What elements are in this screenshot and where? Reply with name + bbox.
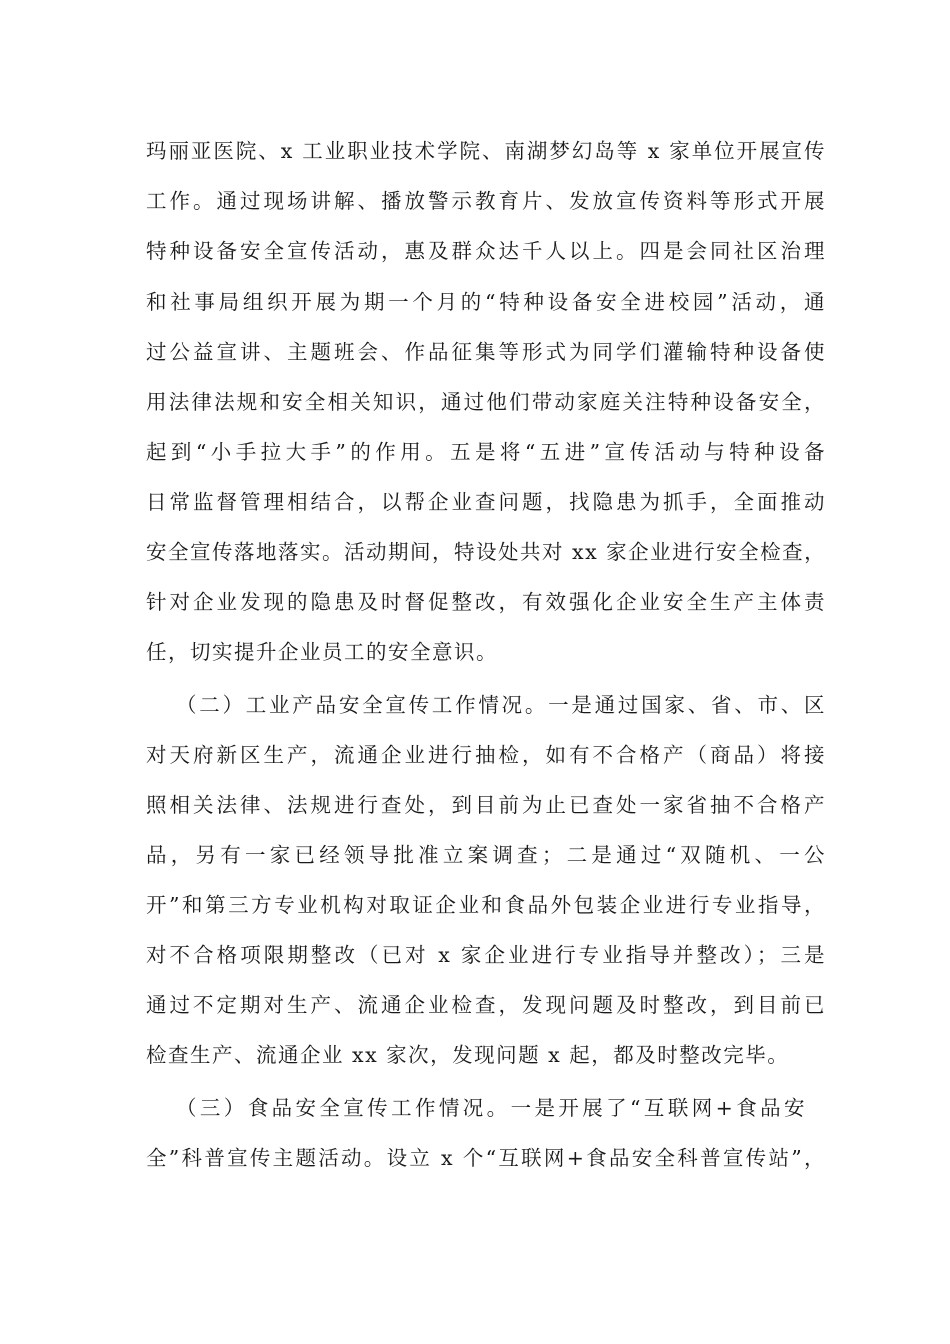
body-text-line: 安全宣传落地落实。活动期间，特设处共对 xx 家企业进行安全检查，	[146, 540, 827, 564]
body-text-line: 任，切实提升企业员工的安全意识。	[146, 640, 498, 664]
section-heading-line: （三）食品安全宣传工作情况。一是开展了“互联网+食品安	[176, 1096, 806, 1120]
body-text-line: 起到“小手拉大手”的作用。五是将“五进”宣传活动与特种设备	[146, 440, 826, 464]
body-text-line: 检查生产、流通企业 xx 家次，发现问题 x 起，都及时整改完毕。	[146, 1043, 790, 1067]
section-heading-line: （二）工业产品安全宣传工作情况。一是通过国家、省、市、区	[176, 693, 826, 717]
body-text-line: 开”和第三方专业机构对取证企业和食品外包装企业进行专业指导，	[146, 893, 826, 917]
body-text-line: 照相关法律、法规进行查处，到目前为止已查处一家省抽不合格产	[146, 793, 826, 817]
body-text-line: 特种设备安全宣传活动，惠及群众达千人以上。四是会同社区治理	[146, 239, 826, 263]
body-text-line: 品，另有一家已经领导批准立案调查；二是通过“双随机、一公	[146, 843, 826, 867]
body-text-line: 用法律法规和安全相关知识，通过他们带动家庭关注特种设备安全，	[146, 390, 826, 414]
body-text-line: 全”科普宣传主题活动。设立 x 个“互联网+食品安全科普宣传站”，	[146, 1146, 826, 1170]
body-text-line: 过公益宣讲、主题班会、作品征集等形式为同学们灌输特种设备使	[146, 340, 826, 364]
body-text-line: 对天府新区生产，流通企业进行抽检，如有不合格产（商品）将接	[146, 743, 826, 767]
body-text-line: 针对企业发现的隐患及时督促整改，有效强化企业安全生产主体责	[146, 590, 826, 614]
body-text-line: 工作。通过现场讲解、播放警示教育片、发放宣传资料等形式开展	[146, 189, 826, 213]
body-text-line: 玛丽亚医院、x 工业职业技术学院、南湖梦幻岛等 x 家单位开展宣传	[146, 139, 826, 163]
body-text-line: 通过不定期对生产、流通企业检查，发现问题及时整改，到目前已	[146, 993, 826, 1017]
body-text-line: 日常监督管理相结合，以帮企业查问题，找隐患为抓手，全面推动	[146, 490, 826, 514]
body-text-line: 和社事局组织开展为期一个月的“特种设备安全进校园”活动，通	[146, 290, 826, 314]
body-text-line: 对不合格项限期整改（已对 x 家企业进行专业指导并整改）；三是	[146, 943, 826, 967]
